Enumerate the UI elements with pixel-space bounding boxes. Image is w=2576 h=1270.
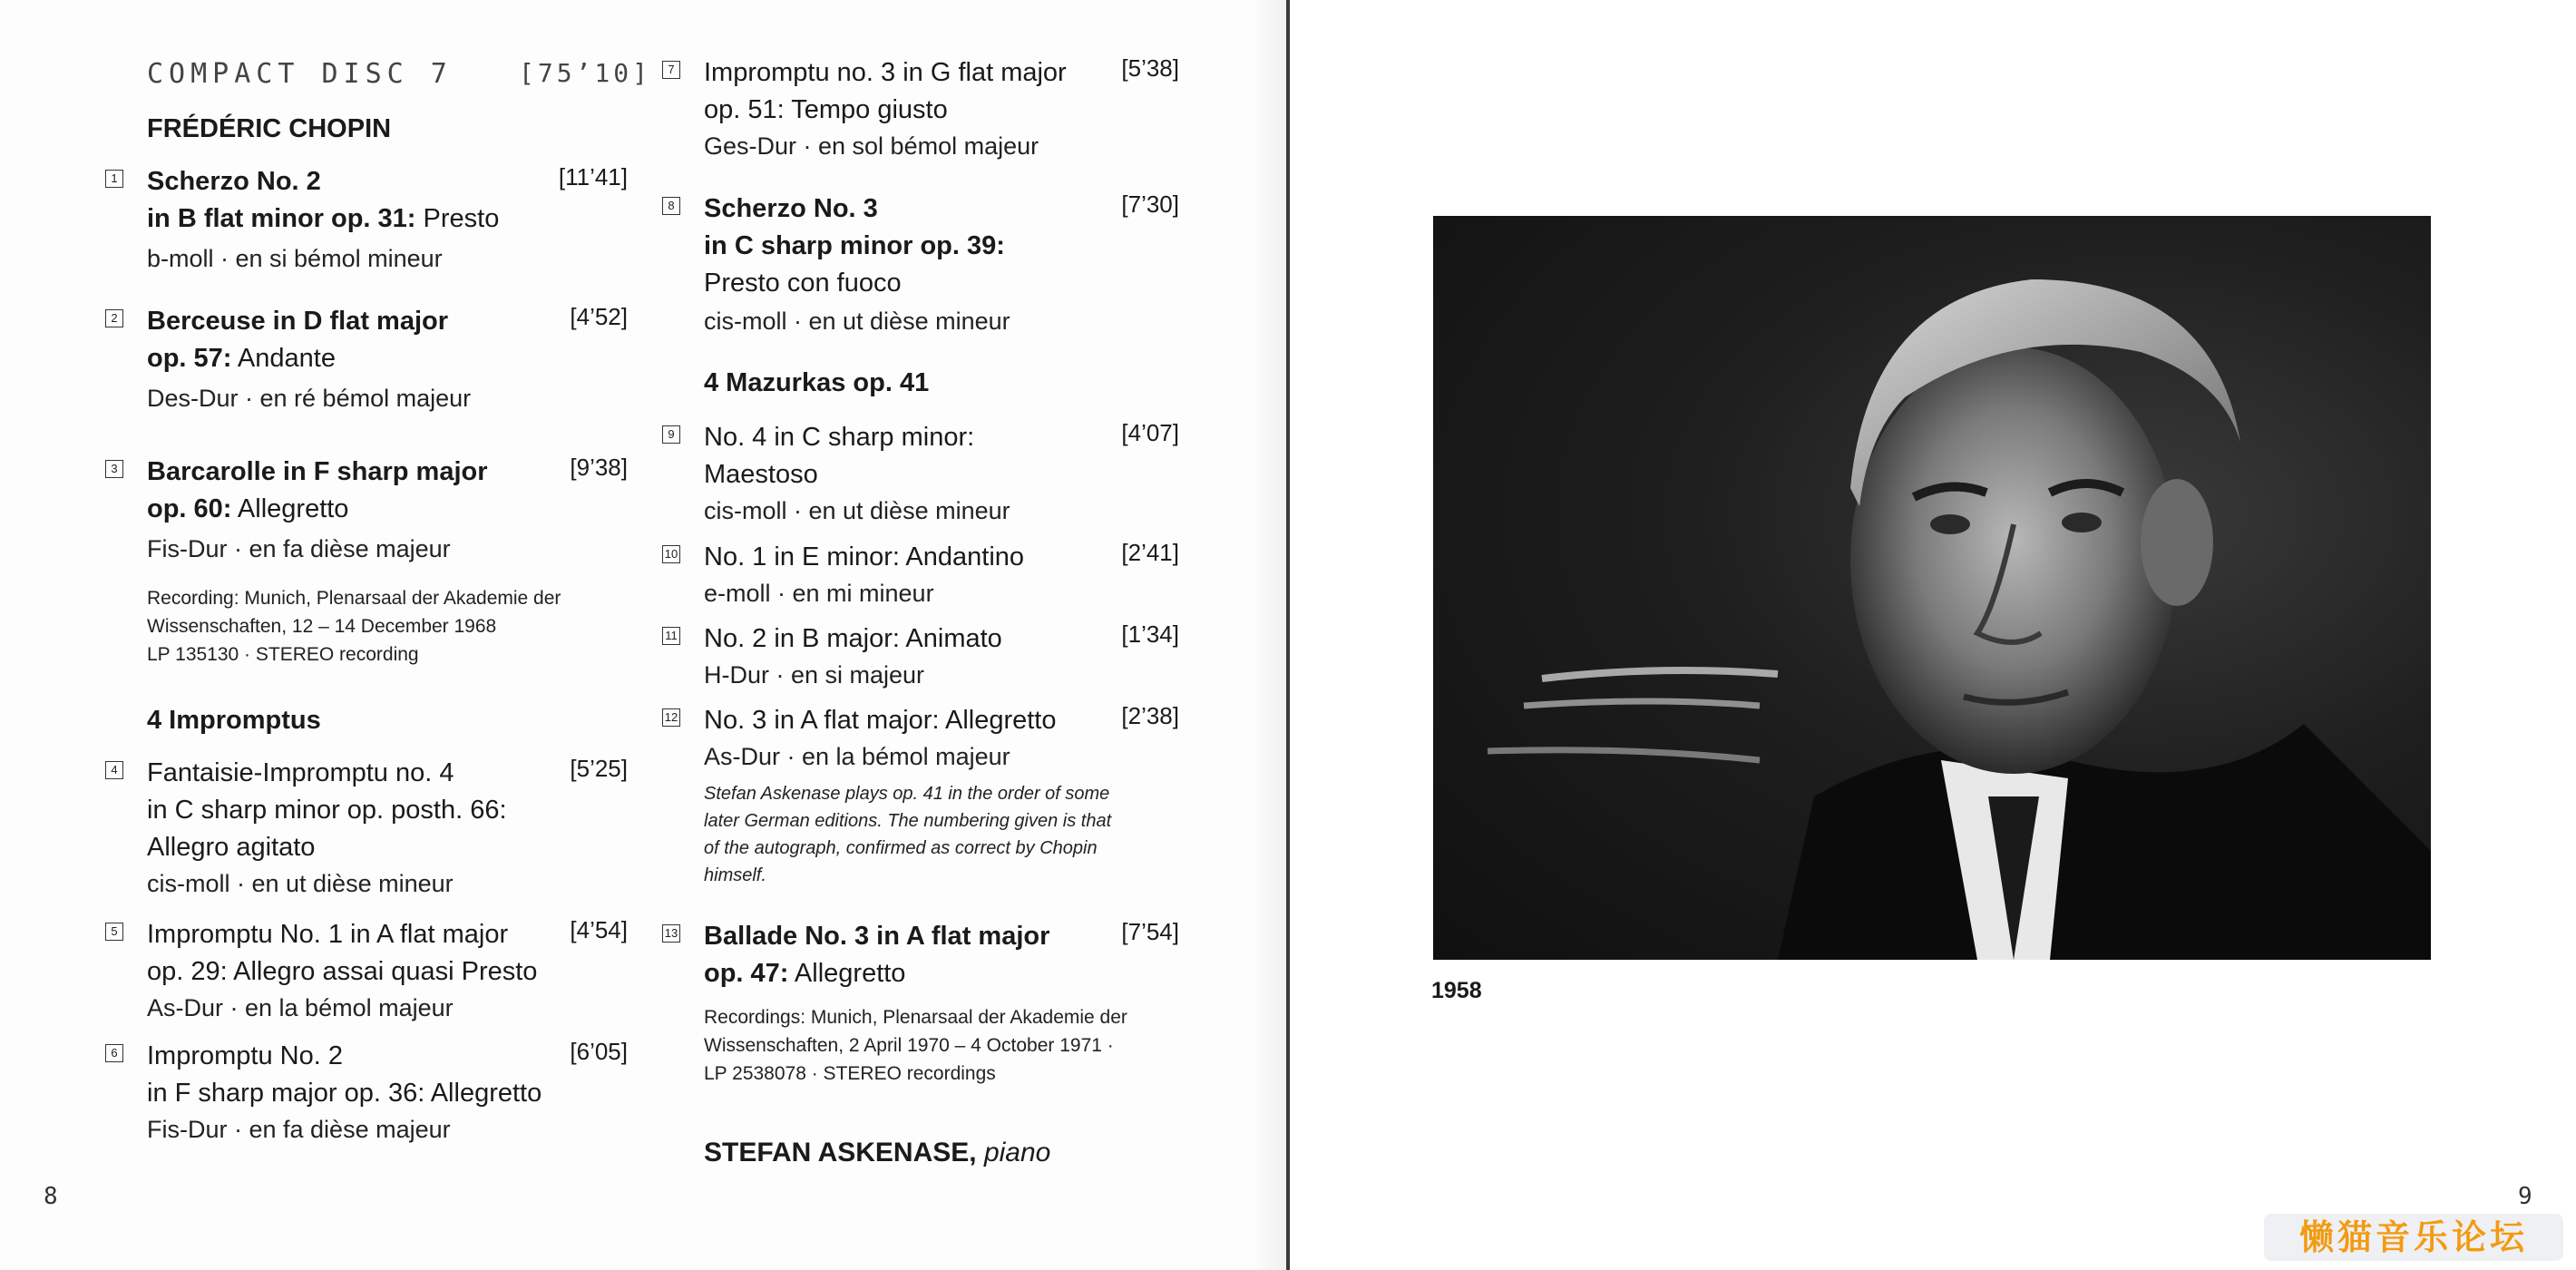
track-number: 6 [105,1044,123,1062]
track-1 [111,163,628,277]
track-number: 5 [105,923,123,941]
track-line: Impromptu no. 3 in G flat major [704,58,1067,87]
page-number-right: 9 [2518,1183,2532,1210]
portrait-photo [1433,216,2431,960]
disc-total-time: [75’10] [519,58,652,88]
track-title: Barcarolle in F sharp major [147,457,488,486]
track-number: 7 [662,61,680,79]
mazurka-note [704,780,1111,889]
track-9 [668,419,1179,529]
recording-line: Recording: Munich, Plenarsaal der Akademie der [147,588,561,609]
track-keys: e-moll · en mi mineur [704,580,934,607]
track-line: No. 2 in B major: Animato [704,624,1002,653]
track-line: in F sharp major op. 36: Allegretto [147,1079,542,1108]
performer-role: piano [976,1138,1051,1167]
photo-caption: 1958 [1431,978,1482,1003]
left-page [0,0,1286,1270]
recording-line: LP 2538078 · STEREO recordings [704,1063,996,1084]
note-line: of the autograph, confirmed as correct by Chopin [704,838,1098,858]
track-title: Ballade No. 3 in A flat major [704,922,1050,951]
track-duration: [4’54] [570,916,628,943]
track-tempo: Allegretto [231,494,349,523]
track-12 [664,702,1179,775]
track-duration: [2’38] [1121,702,1179,729]
mazurkas-heading: 4 Mazurkas op. 41 [704,368,930,397]
note-line: later German editions. The numbering given is that [704,811,1112,831]
track-line: No. 3 in A flat major: Allegretto [704,706,1057,735]
track-tempo: Presto [415,204,500,233]
track-number: 13 [662,924,680,943]
page-number-left: 8 [44,1183,58,1210]
track-line: Allegro agitato [147,833,316,862]
track-10 [664,539,1179,611]
track-keys: Fis-Dur · en fa dièse majeur [147,1116,451,1143]
track-duration: [6’05] [570,1038,628,1065]
recording-info-2 [704,1003,1127,1088]
impromptus-heading: 4 Impromptus [147,706,321,735]
track-number: 10 [662,545,680,563]
track-duration: [5’25] [570,755,628,782]
gutter-shade [1252,0,1286,1270]
recording-line: Wissenschaften, 2 April 1970 – 4 October 1971 · [704,1035,1114,1056]
track-duration: [4’07] [1121,419,1179,446]
track-number: 11 [662,627,680,645]
track-line: Impromptu No. 1 in A flat major [147,920,509,949]
track-3 [111,454,628,567]
track-key-op: op. 60: [147,494,232,523]
track-number: 3 [105,460,123,478]
track-11 [665,620,1179,693]
track-4 [111,755,628,902]
portrait-illustration [1433,216,2431,960]
track-number: 9 [662,425,680,444]
track-duration: [7’30] [1121,190,1179,218]
track-duration: [1’34] [1121,620,1179,648]
track-key-op: op. 47: [704,959,789,988]
track-duration: [4’52] [570,303,628,330]
track-key-op: op. 57: [147,344,232,373]
track-title: Scherzo No. 3 [704,194,878,223]
track-tempo: Presto con fuoco [704,269,902,298]
track-keys: Ges-Dur · en sol bémol majeur [704,132,1039,160]
performer-name: STEFAN ASKENASE, [704,1138,977,1167]
track-2 [111,303,628,416]
composer-name: FRÉDÉRIC CHOPIN [147,114,392,143]
track-line: Fantaisie-Impromptu no. 4 [147,758,454,787]
track-number: 2 [105,309,123,327]
track-key-op: in C sharp minor op. 39: [704,231,1005,260]
track-7 [668,54,1179,164]
track-line: op. 51: Tempo giusto [704,95,948,124]
track-line: Impromptu No. 2 [147,1041,343,1070]
track-8 [668,190,1179,339]
track-6 [111,1038,628,1148]
track-line: in C sharp minor op. posth. 66: [147,796,507,825]
track-number: 4 [105,761,123,779]
track-tempo: Andante [231,344,336,373]
track-line: Maestoso [704,460,818,489]
track-keys: cis-moll · en ut dièse mineur [147,870,454,897]
track-5 [111,916,628,1026]
note-line: himself. [704,865,766,885]
track-line: No. 4 in C sharp minor: [704,423,975,452]
track-title: Berceuse in D flat major [147,307,448,336]
track-keys: As-Dur · en la bémol majeur [147,994,454,1021]
track-title: Scherzo No. 2 [147,167,321,196]
recording-info [147,584,561,669]
disc-heading: COMPACT DISC 7 [147,58,453,90]
track-line: op. 29: Allegro assai quasi Presto [147,957,538,986]
recording-line: Wissenschaften, 12 – 14 December 1968 [147,616,497,637]
track-keys: As-Dur · en la bémol majeur [704,743,1010,770]
track-number: 8 [662,197,680,215]
track-keys: b-moll · en si bémol mineur [147,245,443,272]
performer-credit [704,1138,1050,1168]
track-number: 12 [662,708,680,727]
track-key-op: in B flat minor op. 31: [147,204,416,233]
track-number: 1 [105,170,123,188]
track-keys: cis-moll · en ut dièse mineur [704,497,1010,524]
track-duration: [11’41] [558,163,628,190]
track-tempo: Allegretto [788,959,906,988]
note-line: Stefan Askenase plays op. 41 in the order of some [704,784,1110,804]
track-13 [664,918,1179,992]
recording-line: LP 135130 · STEREO recording [147,644,419,665]
track-duration: [5’38] [1121,54,1179,82]
recording-line: Recordings: Munich, Plenarsaal der Akademie der [704,1007,1127,1028]
track-keys: cis-moll · en ut dièse mineur [704,308,1010,335]
track-keys: Des-Dur · en ré bémol majeur [147,385,472,412]
track-duration: [9’38] [570,454,628,481]
track-duration: [7’54] [1121,918,1179,945]
track-keys: Fis-Dur · en fa dièse majeur [147,535,451,562]
track-duration: [2’41] [1121,539,1179,566]
track-keys: H-Dur · en si majeur [704,661,925,689]
forum-watermark: 懒猫音乐论坛 [2264,1214,2563,1261]
track-line: No. 1 in E minor: Andantino [704,542,1025,572]
